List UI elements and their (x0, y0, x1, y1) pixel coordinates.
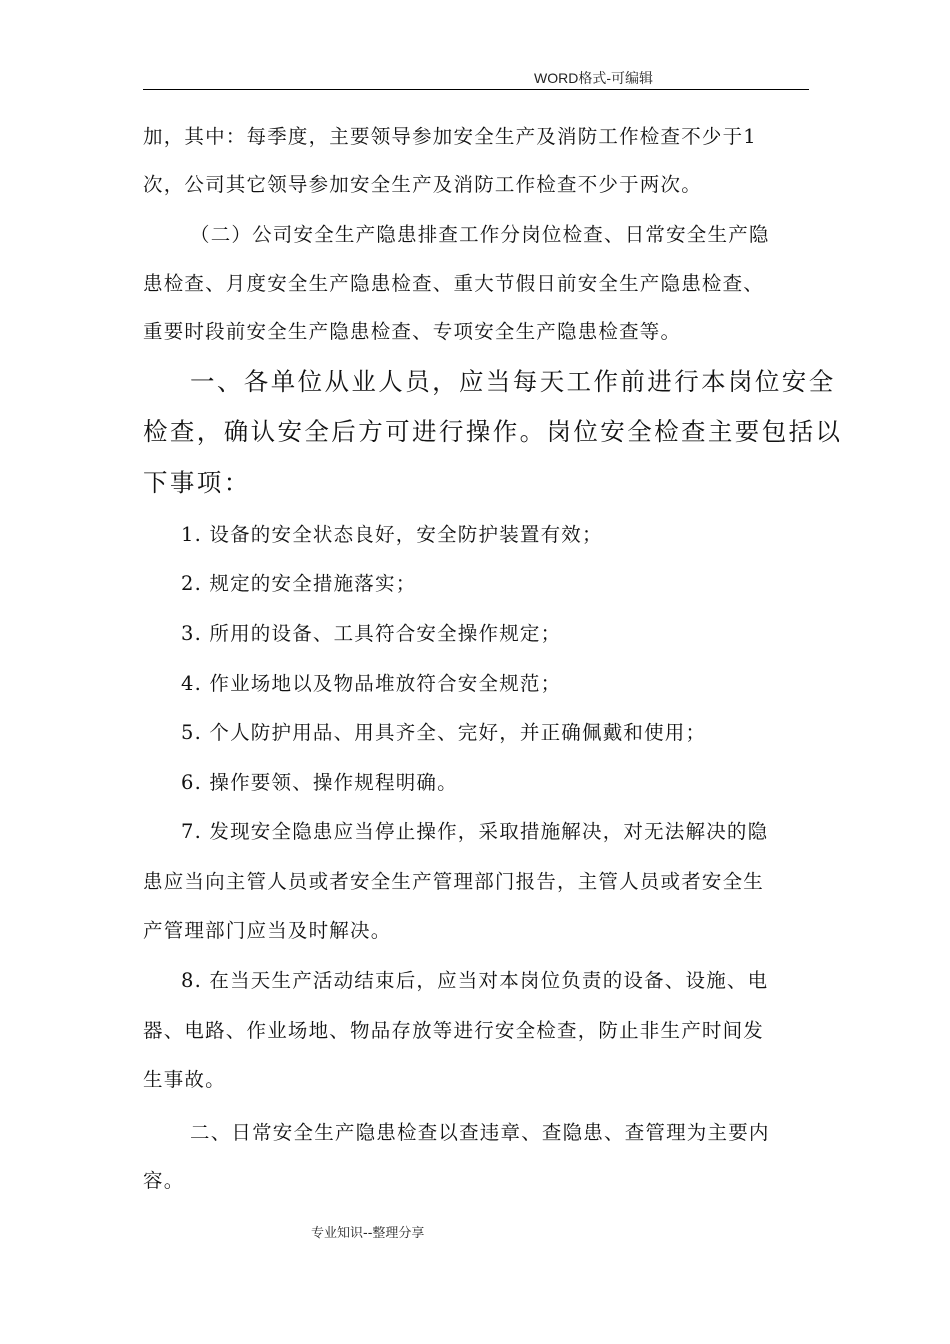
list-item: 3. 所用的设备、工具符合安全操作规定； (181, 622, 562, 645)
text-line: 容。 (143, 1169, 185, 1192)
text-line: 二、日常安全生产隐患检查以查违章、查隐患、查管理为主要内 (190, 1121, 770, 1144)
text-line: （二）公司安全生产隐患排查工作分岗位检查、日常安全生产隐 (190, 223, 770, 246)
text-line: 次，公司其它领导参加安全生产及消防工作检查不少于两次。 (143, 173, 702, 196)
text-line: 产管理部门应当及时解决。 (143, 919, 392, 942)
text-line: 一、各单位从业人员，应当每天工作前进行本岗位安全 (190, 367, 836, 396)
text-line: 生事故。 (143, 1068, 226, 1091)
text-line: 患检查、月度安全生产隐患检查、重大节假日前安全生产隐患检查、 (143, 272, 765, 295)
text-line: 下事项： (143, 468, 251, 497)
header-rule (143, 89, 809, 90)
text-line: 器、电路、作业场地、物品存放等进行安全检查，防止非生产时间发 (143, 1019, 765, 1042)
list-item: 7. 发现安全隐患应当停止操作，采取措施解决，对无法解决的隐 (181, 820, 769, 843)
page-footer: 专业知识--整理分享 (311, 1226, 425, 1241)
text-line: 加，其中：每季度，主要领导参加安全生产及消防工作检查不少于1 (143, 125, 757, 148)
list-item: 4. 作业场地以及物品堆放符合安全规范； (181, 672, 562, 695)
list-item: 8. 在当天生产活动结束后，应当对本岗位负责的设备、设施、电 (181, 969, 769, 992)
text-line: 检查，确认安全后方可进行操作。岗位安全检查主要包括以 (143, 417, 843, 446)
list-item: 1. 设备的安全状态良好，安全防护装置有效； (181, 523, 603, 546)
text-line: 患应当向主管人员或者安全生产管理部门报告，主管人员或者安全生 (143, 870, 765, 893)
list-item: 2. 规定的安全措施落实； (181, 572, 417, 595)
list-item: 6. 操作要领、操作规程明确。 (181, 771, 458, 794)
page-header: WORD格式-可编辑 (534, 70, 653, 86)
text-line: 重要时段前安全生产隐患检查、专项安全生产隐患检查等。 (143, 320, 682, 343)
list-item: 5. 个人防护用品、用具齐全、完好，并正确佩戴和使用； (181, 721, 707, 744)
